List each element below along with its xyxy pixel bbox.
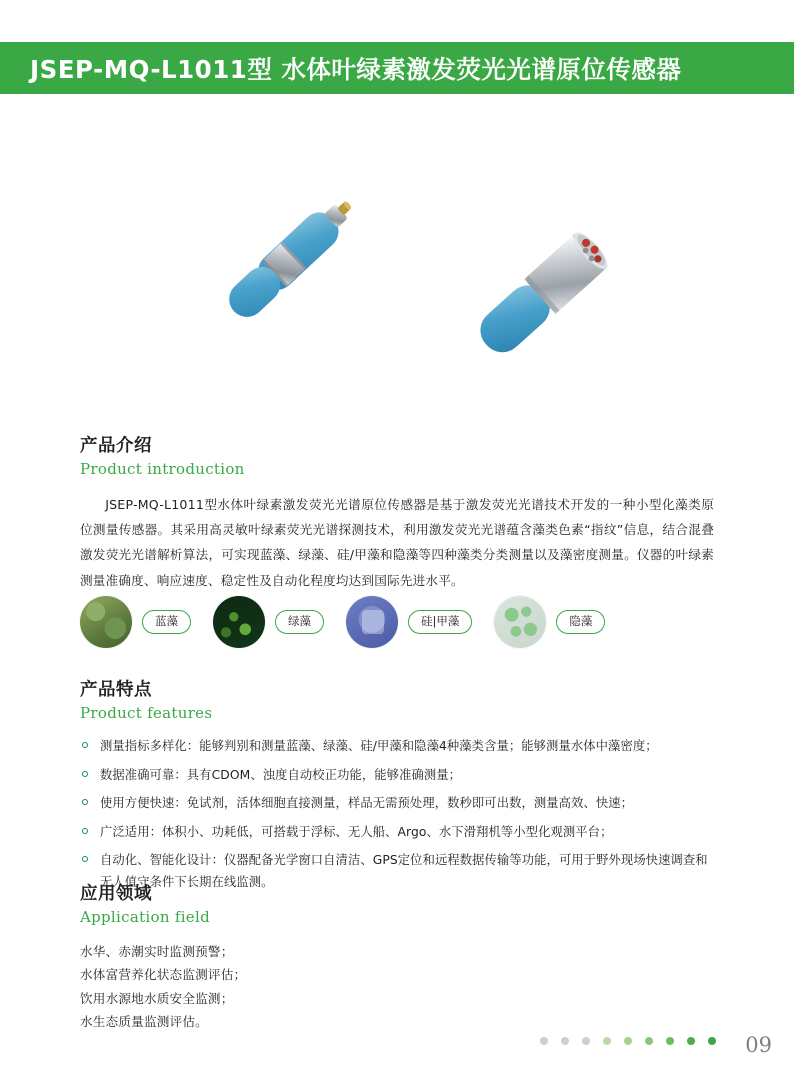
list-item: 水生态质量监测评估。 bbox=[80, 1013, 208, 1029]
footer-dot bbox=[624, 1037, 632, 1045]
product-image-area bbox=[0, 120, 794, 410]
product-features-section bbox=[80, 676, 714, 909]
algae-type-row bbox=[80, 594, 714, 650]
header-band bbox=[0, 42, 794, 94]
bullet-icon bbox=[82, 799, 88, 805]
page-number: 09 bbox=[745, 1033, 772, 1057]
application-title-cn: 应用领域 bbox=[80, 884, 152, 904]
algae-label-cryptophyta: 隐藻 bbox=[556, 610, 605, 634]
intro-title-en: Product introduction bbox=[80, 460, 245, 478]
intro-title-cn: 产品介绍 bbox=[80, 436, 152, 456]
feature-text: 数据准确可靠：具有CDOM、浊度自动校正功能，能够准确测量； bbox=[100, 767, 462, 782]
algae-label-cyanobacteria: 蓝藻 bbox=[142, 610, 191, 634]
footer-dot bbox=[708, 1037, 716, 1045]
list-item: 饮用水源地水质安全监测； bbox=[80, 990, 234, 1006]
algae-label-green-algae: 绿藻 bbox=[275, 610, 324, 634]
footer-dot-row bbox=[527, 1037, 716, 1045]
bullet-icon bbox=[82, 828, 88, 834]
cyanobacteria-thumb-icon bbox=[80, 596, 132, 648]
page-footer bbox=[0, 1019, 794, 1059]
footer-dot bbox=[561, 1037, 569, 1045]
list-item bbox=[80, 793, 714, 815]
footer-dot bbox=[540, 1037, 548, 1045]
feature-text: 使用方便快速：免试剂，活体细胞直接测量，样品无需预处理，数秒即可出数，测量高效、快速； bbox=[100, 796, 634, 811]
footer-dot bbox=[645, 1037, 653, 1045]
feature-list bbox=[80, 736, 714, 893]
list-item: 水华、赤潮实时监测预警； bbox=[80, 944, 234, 959]
application-title-en: Application field bbox=[80, 908, 210, 926]
feature-text: 测量指标多样化：能够判别和测量蓝藻、绿藻、硅/甲藻和隐藻4种藻类含量；能够测量水体中藻密度； bbox=[100, 739, 658, 753]
features-title-en: Product features bbox=[80, 704, 213, 722]
bullet-icon bbox=[82, 771, 88, 777]
diatom-thumb-icon bbox=[346, 596, 398, 648]
list-item bbox=[80, 736, 714, 758]
bullet-icon bbox=[82, 742, 88, 748]
feature-text: 广泛适用：体积小、功耗低，可搭载于浮标、无人船、Argo、水下滑翔机等小型化观测平台； bbox=[100, 824, 613, 839]
green-algae-thumb-icon bbox=[213, 596, 265, 648]
product-introduction-section bbox=[80, 432, 714, 605]
footer-dot bbox=[666, 1037, 674, 1045]
features-title-cn: 产品特点 bbox=[80, 680, 152, 700]
algae-item-green-algae bbox=[213, 596, 324, 648]
sensor-probe-left-image bbox=[178, 168, 388, 363]
algae-item-cryptophyta bbox=[494, 596, 605, 648]
cryptophyta-thumb-icon bbox=[494, 596, 546, 648]
bullet-icon bbox=[82, 856, 88, 862]
algae-item-cyanobacteria bbox=[80, 596, 191, 648]
sensor-probe-right-image bbox=[430, 204, 650, 384]
list-item: 水体富营养化状态监测评估； bbox=[80, 967, 247, 983]
footer-dot bbox=[582, 1037, 590, 1045]
algae-label-diatom: 硅|甲藻 bbox=[408, 610, 472, 634]
feature-text: 自动化、智能化设计：仪器配备光学窗口自清洁、GPS定位和远程数据传输等功能，可用于野外现场快速调查和无人值守条件下长期在线监测。 bbox=[100, 853, 708, 889]
footer-dot bbox=[603, 1037, 611, 1045]
page-title: JSEP-MQ-L1011型 水体叶绿素激发荧光光谱原位传感器 bbox=[30, 54, 682, 84]
footer-dot bbox=[687, 1037, 695, 1045]
list-item bbox=[80, 822, 714, 844]
list-item bbox=[80, 765, 714, 787]
intro-paragraph: JSEP-MQ-L1011型水体叶绿素激发荧光光谱原位传感器是基于激发荧光光谱技术开发的一种小型化藻类原位测量传感器。其采用高灵敏叶绿素荧光光谱探测技术，利用激发荧光光谱蕴含藻类色素“指纹”信息，结合混叠激发荧光光谱解析算法，可实现蓝藻、绿藻、硅/甲藻和隐藻等四种藻类分类测量以及藻密度测量。仪器的叶绿素测量准确度、响应速度、稳定性及自动化程度均达到国际先进水平。 bbox=[80, 497, 714, 588]
algae-item-diatom bbox=[346, 596, 472, 648]
